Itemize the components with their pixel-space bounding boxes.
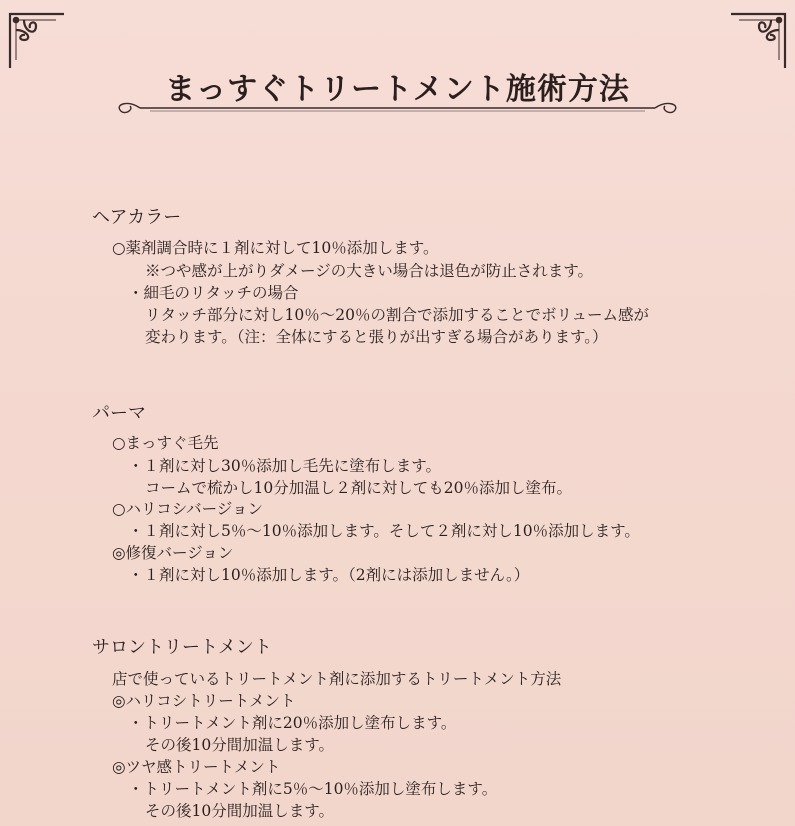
hair-color-line-2: ※つや感が上がりダメージの大きい場合は退色が防止されます。 [145,262,593,280]
perm-line-1: ○まっすぐ毛先 [112,434,219,452]
section-heading-hair-color: ヘアカラー [92,207,182,228]
corner-ornament-top-left-icon [6,8,68,70]
perm-line-6: ◎修復バージョン [112,544,234,562]
page-title: まっすぐトリートメント施術方法 [165,72,630,107]
salon-line-2: ◎ハリコシトリートメント [112,692,296,710]
perm-line-5: ・１剤に対し5％〜10％添加します。そして２剤に対し10％添加します。 [128,522,640,540]
corner-ornament-top-right-icon [727,8,789,70]
salon-line-7: その後10分間加温します。 [145,802,334,820]
title-flourish-divider-icon [110,98,685,118]
hair-color-line-3: ・細毛のリタッチの場合 [128,284,299,302]
hair-color-line-5: 変わります。（注：全体にすると張りが出すぎる場合があります。） [145,328,608,346]
salon-line-3: ・トリートメント剤に20％添加し塗布します。 [128,714,457,732]
perm-line-4: ○ハリコシバージョン [112,500,264,518]
perm-line-3: コームで梳かし10分加温し２剤に対しても20％添加し塗布。 [145,479,572,497]
section-heading-perm: パーマ [92,403,146,424]
section-heading-salon-treatment: サロントリートメント [92,637,272,658]
salon-line-1: 店で使っているトリートメント剤に添加するトリートメント方法 [112,670,562,688]
salon-line-6: ・トリートメント剤に5％〜10％添加し塗布します。 [128,780,498,798]
salon-line-4: その後10分間加温します。 [145,736,334,754]
hair-color-line-1: ○薬剤調合時に１剤に対して10％添加します。 [112,239,439,257]
hair-color-line-4: リタッチ部分に対し10％〜20％の割合で添加することでボリューム感が [145,306,649,324]
salon-line-5: ◎ツヤ感トリートメント [112,758,281,776]
perm-line-7: ・１剤に対し10％添加します。（2剤には添加しません。） [128,566,530,584]
perm-line-2: ・１剤に対し30％添加し毛先に塗布します。 [128,457,441,475]
